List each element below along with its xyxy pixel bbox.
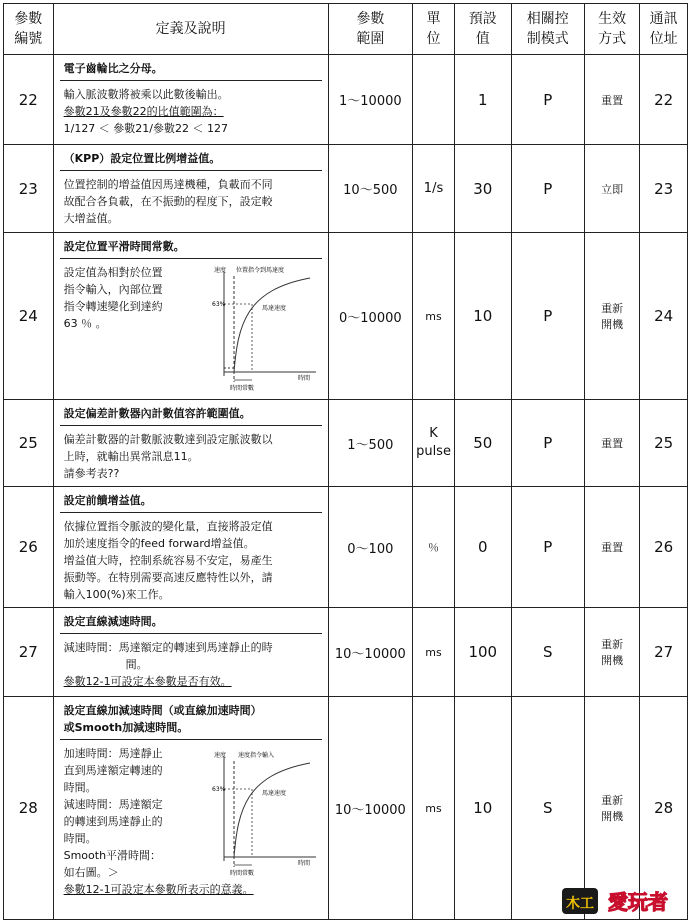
param-effect: 重置: [584, 400, 639, 487]
header-default: 預設 值: [454, 4, 511, 55]
param-address: 28: [640, 697, 688, 920]
param-address: 26: [640, 487, 688, 608]
header-mode: 相關控 制模式: [511, 4, 584, 55]
definition-cell: [53, 233, 328, 400]
header-effect: 生效 方式: [584, 4, 639, 55]
definition-title: 設定直線減速時間。: [60, 608, 322, 634]
param-address: 23: [640, 145, 688, 233]
definition-cell: [53, 487, 328, 608]
param-default: 10: [454, 697, 511, 920]
definition-body: 加速時間：馬達靜止 直到馬達額定轉速的 時間。 減速時間：馬達額定 的轉速到馬達靜止的 時間。 Smooth平滑時間： 如右圖。＞ 速度 速度指令輸入 63% 馬達速度 時間 時間常數 參數12-1可設定本參數所表示的意義。: [54, 740, 328, 902]
param-no: 27: [4, 608, 54, 697]
header-address: 通訊 位址: [640, 4, 688, 55]
param-unit: 1/s: [413, 145, 455, 233]
graph-tc-label: 時間常數: [229, 385, 254, 392]
table-row: [4, 233, 688, 400]
graph-ylabel: 速度: [213, 752, 226, 759]
graph-motor-label: 馬達速度: [261, 790, 286, 797]
param-effect: 重置: [584, 487, 639, 608]
definition-body: 減速時間：馬達額定的轉速到馬達靜止的時 間。 參數12-1可設定本參數是否有效。: [63, 641, 273, 688]
param-mode: P: [511, 145, 584, 233]
header-unit: 單 位: [413, 4, 455, 55]
graph-tc-label: 時間常數: [229, 870, 254, 877]
param-no: 22: [4, 55, 54, 145]
param-range: 0～100: [328, 487, 412, 608]
param-address: 25: [640, 400, 688, 487]
graph-curve-label: 位置指令到馬達度: [235, 267, 284, 274]
param-default: 50: [454, 400, 511, 487]
param-range: 1～10000: [328, 55, 412, 145]
param-mode: P: [511, 55, 584, 145]
table-row: [4, 400, 688, 487]
table-row: [4, 55, 688, 145]
logo-icon: [560, 884, 678, 918]
definition-title: 設定位置平滑時間常數。: [60, 233, 322, 259]
definition-cell: [53, 697, 328, 920]
definition-body: 依據位置指令脈波的變化量，直接將設定值 加於速度指令的feed forward增益值。 增益值大時，控制系統容易不安定，易產生 振動等。在特別需要高速反應特性以外，請 輸入100(%)來工作。: [63, 520, 273, 601]
param-effect: 重新 開機: [584, 697, 639, 920]
table-row: [4, 145, 688, 233]
header-definition: 定義及說明: [53, 4, 328, 55]
definition-title: （KPP）設定位置比例增益值。: [60, 145, 322, 171]
definition-cell: [53, 145, 328, 233]
param-effect: 重置: [584, 55, 639, 145]
smooth-time-graph: [212, 749, 322, 879]
param-address: 22: [640, 55, 688, 145]
param-mode: P: [511, 487, 584, 608]
graph-pct: 63%: [211, 786, 225, 793]
param-range: 10～10000: [328, 608, 412, 697]
definition-cell: [53, 608, 328, 697]
param-address: 24: [640, 233, 688, 400]
svg-text:木工: 木工: [566, 896, 594, 912]
param-unit: ms: [413, 233, 455, 400]
param-no: 25: [4, 400, 54, 487]
param-range: 10～10000: [328, 697, 412, 920]
header-param-no: 參數 編號: [4, 4, 54, 55]
param-unit: K pulse: [413, 400, 455, 487]
param-unit: ms: [413, 608, 455, 697]
param-default: 100: [454, 608, 511, 697]
param-effect: 重新 開機: [584, 233, 639, 400]
definition-title: 電子齒輪比之分母。: [60, 55, 322, 81]
param-no: 28: [4, 697, 54, 920]
param-mode: S: [511, 697, 584, 920]
param-mode: P: [511, 400, 584, 487]
table-row: [4, 487, 688, 608]
graph-xlabel: 時間: [297, 375, 310, 382]
definition-body: 位置控制的增益值因馬達機種，負載而不同 故配合各負載，在不振動的程度下，設定較 大增益值。: [63, 178, 273, 225]
param-default: 1: [454, 55, 511, 145]
watermark-logo: [560, 884, 678, 918]
param-unit: ms: [413, 697, 455, 920]
graph-xlabel: 時間: [297, 860, 310, 867]
param-effect: 重新 開機: [584, 608, 639, 697]
definition-body: 偏差計數器的計數脈波數達到設定脈波數以 上時，就輸出異常訊息11。 請參考表??: [63, 433, 273, 480]
param-address: 27: [640, 608, 688, 697]
param-unit: ％: [413, 487, 455, 608]
definition-cell: [53, 55, 328, 145]
table-row: [4, 608, 688, 697]
definition-body: 輸入脈波數將被乘以此數後輸出。 參數21及參數22的比值範圍為： 1/127 ＜ 參數21/參數22 ＜ 127: [63, 88, 229, 135]
param-effect: 立即: [584, 145, 639, 233]
param-range: 1～500: [328, 400, 412, 487]
param-default: 30: [454, 145, 511, 233]
param-range: 10～500: [328, 145, 412, 233]
param-no: 26: [4, 487, 54, 608]
definition-body: 設定值為相對於位置 指令輸入，內部位置 指令轉速變化到達約 63 ％ 。 速度 位置指令到馬達度 63% 馬達速度 時間 時間常數: [54, 259, 328, 396]
definition-title: 設定直線加減速時間（或直線加速時間） 或Smooth加減速時間。: [60, 697, 322, 740]
graph-pct: 63%: [211, 301, 225, 308]
param-default: 10: [454, 233, 511, 400]
param-no: 23: [4, 145, 54, 233]
param-mode: P: [511, 233, 584, 400]
header-row: [4, 4, 688, 55]
definition-footer: 參數12-1可設定本參數所表示的意義。: [63, 883, 254, 896]
definition-title: 設定前饋增益值。: [60, 487, 322, 513]
param-no: 24: [4, 233, 54, 400]
param-unit: [413, 55, 455, 145]
param-range: 0～10000: [328, 233, 412, 400]
graph-curve-label: 速度指令輸入: [237, 752, 274, 759]
param-mode: S: [511, 608, 584, 697]
time-constant-graph: [212, 264, 322, 392]
header-range: 參數 範圍: [328, 4, 412, 55]
definition-title: 設定偏差計數器內計數值容許範圍值。: [60, 400, 322, 426]
param-default: 0: [454, 487, 511, 608]
svg-text:愛玩者: 愛玩者: [608, 890, 668, 914]
graph-ylabel: 速度: [213, 267, 226, 274]
parameter-table: [3, 3, 688, 920]
definition-cell: [53, 400, 328, 487]
graph-motor-label: 馬達速度: [261, 305, 286, 312]
